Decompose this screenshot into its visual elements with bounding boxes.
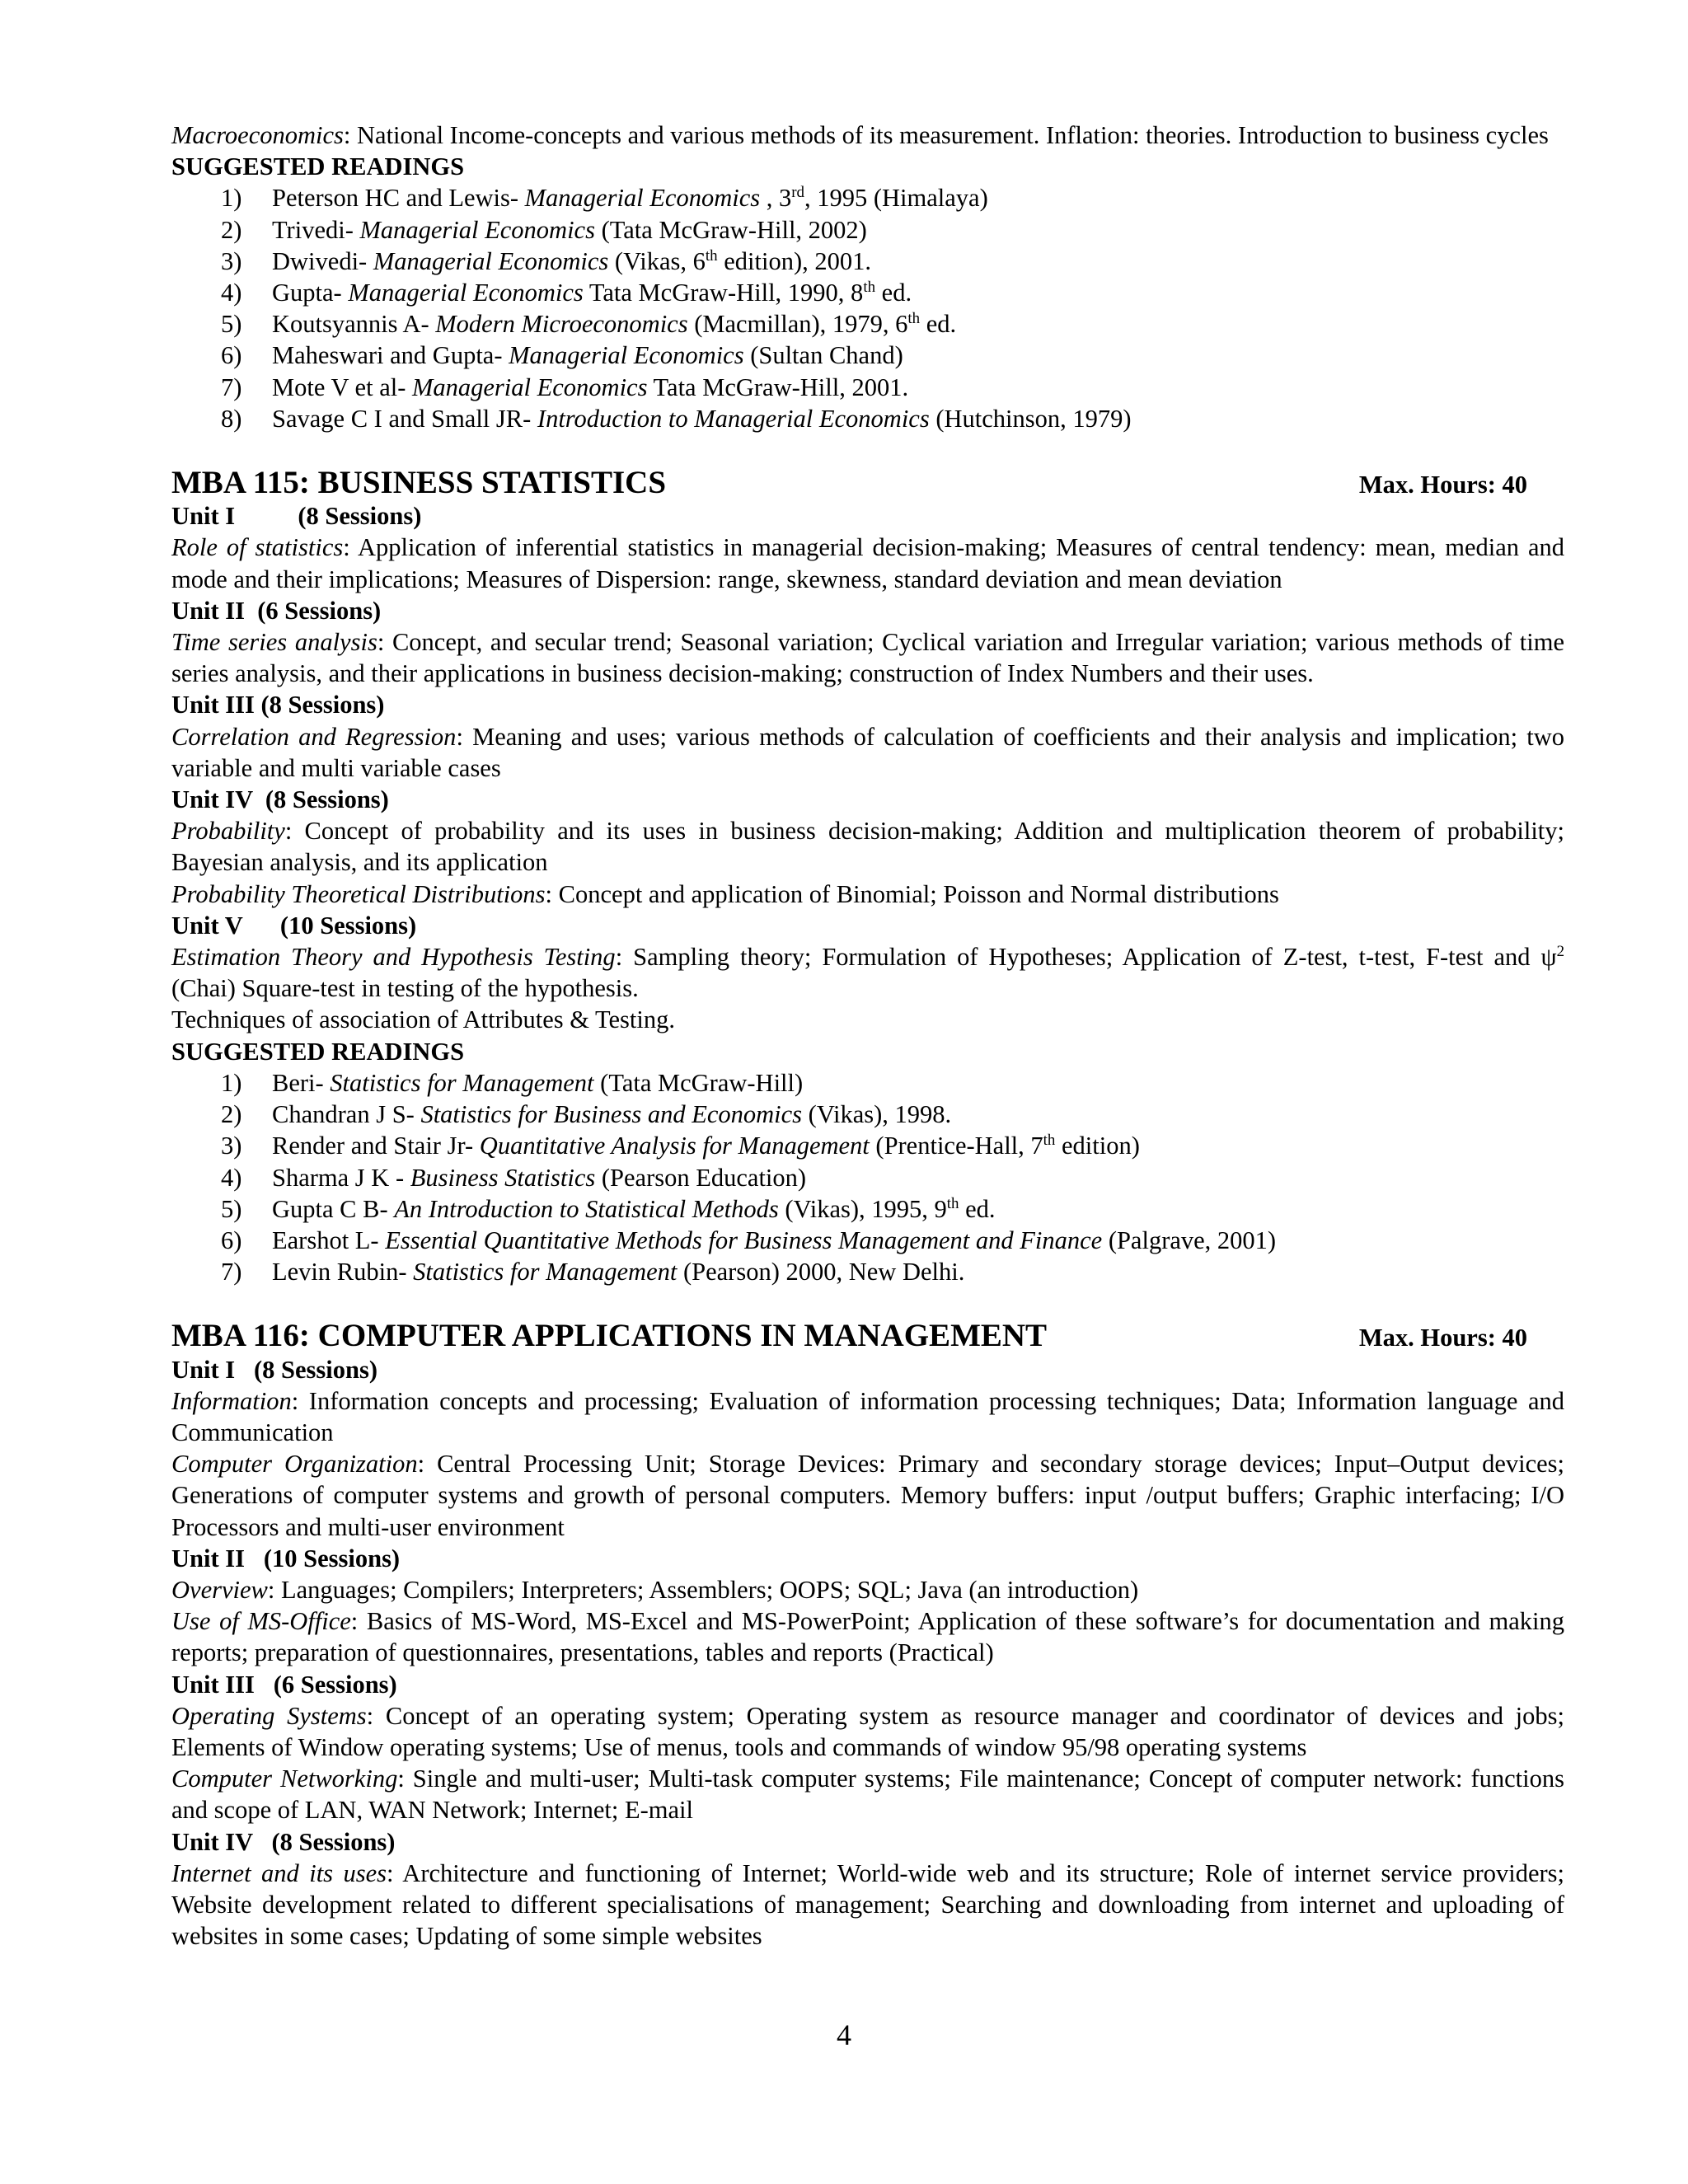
reading-text xyxy=(272,1162,806,1193)
reading-publisher: Tata McGraw-Hill, 1990, 8 xyxy=(583,279,864,307)
reading-publisher: (Tata McGraw-Hill) xyxy=(593,1068,804,1097)
reading-number: 3) xyxy=(221,246,242,275)
topic-label: Time series analysis xyxy=(171,628,377,657)
unit-heading: Unit II (10 Sessions) xyxy=(171,1544,401,1572)
unit-paragraph xyxy=(171,941,1564,1004)
topic-text: : Languages; Compilers; Interpreters; Assemblers; OOPS; SQL; Java (an introduction) xyxy=(267,1575,1139,1604)
topic-label: Use of MS-Office xyxy=(171,1607,351,1636)
macroeconomics-text: : National Income-concepts and various methods of its measurement. Inflation: theories. Introduction to business cycles xyxy=(343,121,1549,149)
unit-heading: Unit V (10 Sessions) xyxy=(171,911,417,940)
reading-title: Quantitative Analysis for Management xyxy=(479,1132,870,1160)
topic-label: Estimation Theory and Hypothesis Testing xyxy=(171,943,616,972)
topic-label: Correlation and Regression xyxy=(171,722,457,751)
reading-author: Chandran J S- xyxy=(272,1100,421,1129)
reading-title: Managerial Economics xyxy=(359,215,595,244)
reading-author: Mote V et al- xyxy=(272,373,412,401)
unit-paragraph xyxy=(171,626,1564,689)
reading-number: 4) xyxy=(221,279,242,307)
reading-title: Introduction to Managerial Economics xyxy=(537,404,930,433)
reading-item xyxy=(171,1162,1564,1193)
unit-paragraph: Techniques of association of Attributes & Testing. xyxy=(171,1005,675,1034)
reading-publisher: (Sultan Chand) xyxy=(743,341,903,370)
reading-item xyxy=(171,246,1564,277)
page-number: 4 xyxy=(837,2018,851,2051)
topic-label: Operating Systems xyxy=(171,1701,367,1730)
topic-text: : Information concepts and processing; Evaluation of information processing techniques; Data; Information language and Communication xyxy=(171,1386,1564,1446)
topic-label: Probability Theoretical Distributions xyxy=(171,879,546,908)
macroeconomics-label: Macroeconomics xyxy=(171,121,344,149)
unit-paragraph xyxy=(171,815,1564,878)
superscript: th xyxy=(946,1194,959,1212)
reading-title: Statistics for Business and Economics xyxy=(420,1100,803,1129)
reading-item xyxy=(171,372,1564,403)
reading-publisher: (Macmillan), 1979, 6 xyxy=(687,310,908,339)
unit-heading: Unit IV (8 Sessions) xyxy=(171,1827,396,1856)
reading-number: 5) xyxy=(221,310,242,339)
reading-text xyxy=(272,1099,951,1130)
suggested-readings-heading: SUGGESTED READINGS xyxy=(171,152,465,181)
unit-paragraph xyxy=(171,1605,1564,1668)
unit-paragraph xyxy=(171,1574,1564,1605)
reading-number: 3) xyxy=(221,1132,242,1160)
reading-number: 4) xyxy=(221,1163,242,1192)
reading-number: 2) xyxy=(221,1100,242,1129)
reading-item xyxy=(171,1130,1564,1161)
unit-paragraph xyxy=(171,1385,1564,1448)
topic-label: Information xyxy=(171,1386,292,1415)
reading-item xyxy=(171,1256,1564,1287)
topic-text: : Application of inferential statistics in managerial decision-making; Measures of central tendency: mean, median and mode and their implications; Measures of Dispersion: range, skewness, standard deviation and mean deviation xyxy=(171,533,1564,593)
reading-author: Render and Stair Jr- xyxy=(272,1132,480,1160)
reading-publisher: (Pearson Education) xyxy=(595,1163,807,1192)
reading-publisher: (Vikas), 1995, 9 xyxy=(778,1194,947,1223)
reading-author: Gupta C B- xyxy=(272,1194,395,1223)
reading-number: 7) xyxy=(221,1258,242,1286)
macroeconomics-paragraph xyxy=(171,120,1564,151)
reading-publisher: ed. xyxy=(875,279,912,307)
reading-text xyxy=(272,1067,803,1099)
reading-text xyxy=(272,1193,996,1225)
unit-heading: Unit I (8 Sessions) xyxy=(171,502,422,531)
unit-heading: Unit I (8 Sessions) xyxy=(171,1355,377,1384)
reading-item xyxy=(171,403,1564,434)
reading-item xyxy=(171,277,1564,308)
reading-text xyxy=(272,182,988,213)
unit-paragraph xyxy=(171,532,1564,594)
topic-text: : Architecture and functioning of Internet; World-wide web and its structure; Role of internet service providers; Website development related to different specialisations of management; Searching and downloading from internet and uploading of websites in some cases; Updating of some simple websites xyxy=(171,1858,1564,1951)
topic-text: : Concept and application of Binomial; Poisson and Normal distributions xyxy=(545,879,1279,908)
course-title-text: MBA 115: BUSINESS STATISTICS xyxy=(171,465,667,501)
reading-number: 5) xyxy=(221,1194,242,1223)
reading-title: Managerial Economics xyxy=(411,373,648,401)
topic-label: Probability xyxy=(171,817,285,846)
reading-publisher: (Pearson) 2000, New Delhi. xyxy=(677,1258,965,1286)
reading-text xyxy=(272,1256,964,1287)
reading-title: Managerial Economics xyxy=(509,341,744,370)
reading-publisher: , 3 xyxy=(760,184,792,213)
unit-heading: Unit IV (8 Sessions) xyxy=(171,785,389,814)
reading-item xyxy=(171,1225,1564,1256)
reading-list-business-statistics xyxy=(171,1067,1564,1287)
reading-publisher: (Palgrave, 2001) xyxy=(1102,1226,1277,1254)
course-title-mba116 xyxy=(171,1320,1564,1353)
reading-item xyxy=(171,1099,1564,1130)
reading-publisher: ed. xyxy=(920,310,957,339)
page-content xyxy=(171,120,1564,1952)
unit-paragraph xyxy=(171,879,1564,910)
topic-text: : Basics of MS-Word, MS-Excel and MS-PowerPoint; Application of these software’s for documentation and making reports; preparation of questionnaires, presentations, tables and reports (Practical) xyxy=(171,1607,1564,1667)
reading-number: 6) xyxy=(221,341,242,370)
reading-author: Dwivedi- xyxy=(272,246,373,275)
unit-heading: Unit III (6 Sessions) xyxy=(171,1670,397,1699)
reading-title: Statistics for Management xyxy=(413,1258,678,1286)
reading-author: Savage C I and Small JR- xyxy=(272,404,537,433)
reading-title: Essential Quantitative Methods for Business Management and Finance xyxy=(385,1226,1103,1254)
reading-number: 1) xyxy=(221,1068,242,1097)
reading-text xyxy=(272,277,912,308)
topic-text: : Concept, and secular trend; Seasonal variation; Cyclical variation and Irregular variation; various methods of time series analysis, and their applications in business decision-making; construction of Index Numbers and their uses. xyxy=(171,628,1564,688)
topic-text: : Single and multi-user; Multi-task computer systems; File maintenance; Concept of computer network: functions and scope of LAN, WAN Network; Internet; E-mail xyxy=(171,1765,1564,1825)
topic-label: Computer Networking xyxy=(171,1765,398,1793)
reading-number: 7) xyxy=(221,373,242,401)
reading-title: Business Statistics xyxy=(410,1163,596,1192)
reading-author: Levin Rubin- xyxy=(272,1258,414,1286)
superscript: rd xyxy=(791,184,804,202)
reading-number: 6) xyxy=(221,1226,242,1254)
unit-heading: Unit II (6 Sessions) xyxy=(171,596,382,625)
topic-label: Internet and its uses xyxy=(171,1858,387,1887)
reading-item xyxy=(171,1193,1564,1225)
reading-publisher: edition), 2001. xyxy=(717,246,871,275)
reading-number: 8) xyxy=(221,404,242,433)
reading-item xyxy=(171,1067,1564,1099)
reading-item xyxy=(171,214,1564,246)
topic-text: : Concept of an operating system; Operating system as resource manager and coordinator of devices and jobs; Elements of Window operating systems; Use of menus, tools and commands of window 95/98 operating systems xyxy=(171,1701,1564,1761)
reading-number: 2) xyxy=(221,215,242,244)
superscript: th xyxy=(705,246,718,265)
course-title-mba115 xyxy=(171,467,1564,500)
topic-text: : Meaning and uses; various methods of calculation of coefficients and their analysis and implication; two variable and multi variable cases xyxy=(171,722,1564,782)
topic-text: : Concept of probability and its uses in business decision-making; Addition and multiplication theorem of probability; Bayesian analysis, and its application xyxy=(171,817,1564,877)
reading-text xyxy=(272,308,956,340)
reading-title: Modern Microeconomics xyxy=(435,310,688,339)
reading-item xyxy=(171,182,1564,213)
reading-title: Managerial Economics xyxy=(348,279,584,307)
reading-title: Managerial Economics xyxy=(524,184,761,213)
unit-heading: Unit III (8 Sessions) xyxy=(171,691,385,719)
reading-text xyxy=(272,246,871,277)
superscript: 2 xyxy=(1556,942,1565,960)
reading-publisher: edition) xyxy=(1055,1132,1140,1160)
reading-list-managerial-economics xyxy=(171,182,1564,434)
reading-author: Gupta- xyxy=(272,279,349,307)
reading-title: An Introduction to Statistical Methods xyxy=(394,1194,779,1223)
reading-text xyxy=(272,1130,1140,1161)
reading-item xyxy=(171,340,1564,371)
topic-label: Computer Organization xyxy=(171,1450,418,1479)
superscript: th xyxy=(907,310,921,328)
reading-author: Beri- xyxy=(272,1068,331,1097)
reading-title: Statistics for Management xyxy=(330,1068,594,1097)
topic-text: : Central Processing Unit; Storage Devices: Primary and secondary storage devices; Input–Output devices; Generations of computer systems and growth of personal computers. Memory buffers: input /output buffers; Graphic interfacing; I/O Processors and multi-user environment xyxy=(171,1450,1564,1541)
reading-publisher: (Prentice-Hall, 7 xyxy=(869,1132,1043,1160)
max-hours-label: Max. Hours: 40 xyxy=(1358,1324,1527,1352)
superscript: th xyxy=(1043,1132,1056,1150)
reading-text xyxy=(272,403,1132,434)
unit-paragraph xyxy=(171,1448,1564,1543)
unit-paragraph xyxy=(171,721,1564,784)
reading-publisher: (Vikas), 1998. xyxy=(802,1100,952,1129)
unit-paragraph xyxy=(171,1858,1564,1952)
max-hours-label: Max. Hours: 40 xyxy=(1358,471,1527,499)
reading-text xyxy=(272,214,867,246)
reading-author: Koutsyannis A- xyxy=(272,310,436,339)
reading-author: Sharma J K - xyxy=(272,1163,410,1192)
topic-text: (Chai) Square-test in testing of the hypothesis. xyxy=(171,974,639,1003)
reading-item xyxy=(171,308,1564,340)
reading-text xyxy=(272,340,903,371)
unit-paragraph xyxy=(171,1700,1564,1763)
topic-text: : Sampling theory; Formulation of Hypotheses; Application of Z-test, t-test, F-test and ψ xyxy=(615,943,1557,972)
suggested-readings-heading: SUGGESTED READINGS xyxy=(171,1037,465,1066)
reading-author: Trivedi- xyxy=(272,215,360,244)
course-title-text: MBA 116: COMPUTER APPLICATIONS IN MANAGEMENT xyxy=(171,1318,1048,1354)
reading-publisher: (Tata McGraw-Hill, 2002) xyxy=(594,215,867,244)
reading-text xyxy=(272,372,908,403)
reading-publisher: (Vikas, 6 xyxy=(608,246,706,275)
reading-number: 1) xyxy=(221,184,242,213)
reading-author: Peterson HC and Lewis- xyxy=(272,184,525,213)
topic-label: Overview xyxy=(171,1575,268,1604)
topic-label: Role of statistics xyxy=(171,533,344,562)
reading-author: Earshot L- xyxy=(272,1226,386,1254)
reading-publisher: , 1995 (Himalaya) xyxy=(804,184,988,213)
reading-author: Maheswari and Gupta- xyxy=(272,341,509,370)
unit-paragraph xyxy=(171,1763,1564,1825)
reading-title: Managerial Economics xyxy=(373,246,609,275)
reading-publisher: Tata McGraw-Hill, 2001. xyxy=(647,373,909,401)
reading-publisher: ed. xyxy=(959,1194,996,1223)
reading-publisher: (Hutchinson, 1979) xyxy=(929,404,1132,433)
superscript: th xyxy=(863,278,876,296)
reading-text xyxy=(272,1225,1276,1256)
